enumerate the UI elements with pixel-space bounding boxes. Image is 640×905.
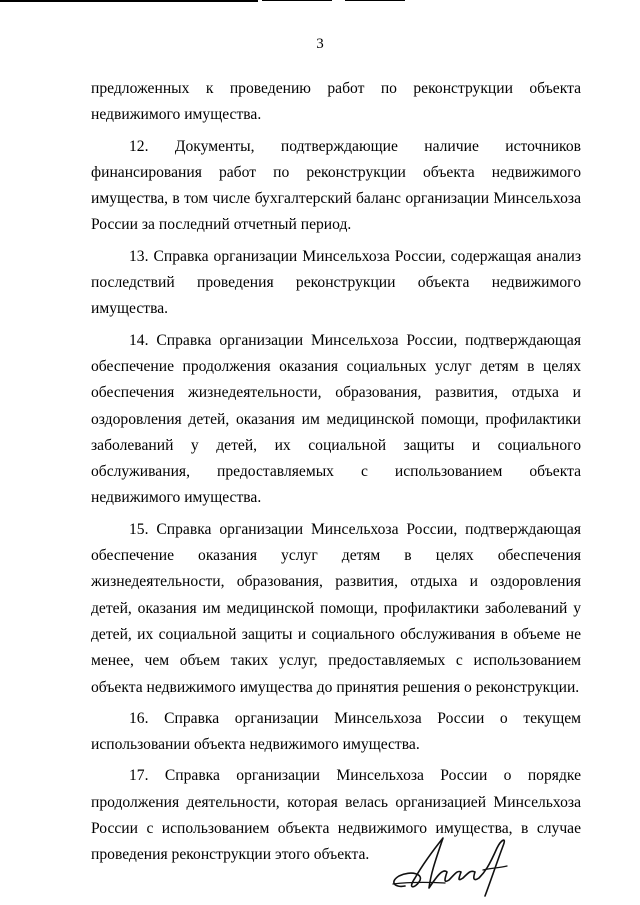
paragraph-item-13: 13. Справка организации Минсельхоза России, содержащая анализ последствий проведения реконструкции объекта недвижимого имущества. — [91, 247, 581, 318]
top-edge-rule — [0, 0, 258, 2]
top-edge-rule — [262, 0, 332, 1]
paragraph-item-15: 15. Справка организации Минсельхоза России, подтверждающая обеспечение оказания услуг детям в целях обеспечения жизнедеятельности, образования, развития, отдыха и оздоровления детей, оказания им медицинской помощи, профилактики заболеваний у детей, их социальной защиты и социального обслуживания в объеме не менее, чем объем таких услуг, предоставляемых с использованием объекта недвижимого имущества до принятия решения о реконструкции. — [91, 520, 581, 696]
document-body — [91, 76, 581, 869]
top-edge-rule — [345, 0, 405, 1]
handwritten-signature — [385, 826, 525, 901]
paragraph-continuation: предложенных к проведению работ по реконструкции объекта недвижимого имущества. — [91, 80, 581, 124]
page-number: 3 — [316, 36, 324, 52]
paragraph-item-14: 14. Справка организации Минсельхоза России, подтверждающая обеспечение продолжения оказания социальных услуг детям в целях обеспечения жизнедеятельности, образования, развития, отдыха и оздоровления детей, оказания им медицинской помощи, профилактики заболеваний у детей, их социальной защиты и социального обслуживания, предоставляемых с использованием объекта недвижимого имущества. — [91, 331, 581, 507]
paragraph-item-12: 12. Документы, подтверждающие наличие источников финансирования работ по реконструкции объекта недвижимого имущества, в том числе бухгалтерский баланс организации Минсельхоза России за последний отчетный период. — [91, 137, 581, 234]
paragraph-item-16: 16. Справка организации Минсельхоза России о текущем использовании объекта недвижимого имущества. — [91, 709, 581, 754]
paragraph-item-17: 17. Справка организации Минсельхоза России о порядке продолжения деятельности, которая велась организацией Минсельхоза России с использованием объекта недвижимого имущества, в случае проведения реконструкции этого объекта. — [91, 767, 581, 864]
